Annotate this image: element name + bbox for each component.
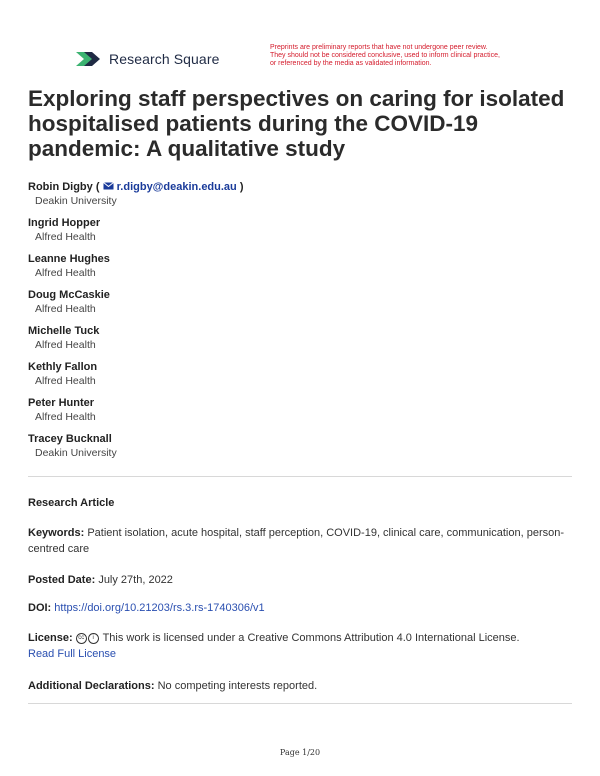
article-title: Exploring staff perspectives on caring for isolated hospitalised patients during the COVID-19 pandemic: A qualitative study [28,86,565,161]
author-name: Kethly Fallon [28,361,98,373]
author-name: Tracey Bucknall [28,433,112,445]
preprint-notice: Preprints are preliminary reports that have not undergone peer review. They should not be considered conclusive, used to inform clinical practice, or referenced by the media as validated information. [270,44,500,67]
author-affiliation: Alfred Health [35,411,96,423]
author-name: Michelle Tuck [28,325,100,337]
doi [28,600,576,616]
page-number: Page 1/20 [279,748,321,757]
additional-declarations [28,678,576,694]
license [28,630,576,662]
author-affiliation: Alfred Health [35,267,96,279]
author-entry: Robin Digby ( r.digby@deakin.edu.au ) Deakin University [28,180,244,216]
doi-link[interactable]: https://doi.org/10.21203/rs.3.rs-1740306/v1 [54,602,265,614]
email-icon [103,180,114,194]
research-square-logo[interactable] [74,48,219,70]
cc-by-icon: i [88,633,99,644]
author-affiliation: Alfred Health [35,303,96,315]
author-entry [28,252,244,288]
author-entry [28,432,244,468]
author-affiliation: Alfred Health [35,339,96,351]
keywords [28,525,576,557]
brand-name: Research Square [109,51,220,67]
author-entry [28,288,244,324]
posted-date [28,572,576,588]
author-entry [28,216,244,252]
section-divider [28,703,572,704]
author-list [28,180,244,468]
author-affiliation: Alfred Health [35,231,96,243]
read-full-license-link[interactable]: Read Full License [28,648,117,660]
author-name: Doug McCaskie [28,289,110,301]
author-entry [28,360,244,396]
declarations-value: No competing interests reported. [157,680,318,692]
doi-label: DOI: [28,602,52,614]
author-name: Ingrid Hopper [28,217,101,229]
license-text: This work is licensed under a Creative Commons Attribution 4.0 International License. [102,632,520,644]
keywords-value: Patient isolation, acute hospital, staff perception, COVID-19, clinical care, communication, person-centred care [28,527,565,555]
author-affiliation: Deakin University [35,195,117,207]
author-affiliation: Deakin University [35,447,117,459]
article-type: Research Article [28,497,115,509]
page-header [74,44,544,80]
declarations-label: Additional Declarations: [28,680,155,692]
author-name: Peter Hunter [28,397,95,409]
author-entry [28,396,244,432]
author-name: Robin Digby [28,181,93,193]
keywords-label: Keywords: [28,527,85,539]
cc-icon: cc [76,633,87,644]
author-entry [28,324,244,360]
license-label: License: [28,632,73,644]
posted-date-value: July 27th, 2022 [98,574,173,586]
author-email-link[interactable]: r.digby@deakin.edu.au [116,181,237,193]
section-divider [28,476,572,477]
research-square-logo-icon [74,48,102,70]
author-affiliation: Alfred Health [35,375,96,387]
posted-date-label: Posted Date: [28,574,96,586]
author-name: Leanne Hughes [28,253,110,265]
